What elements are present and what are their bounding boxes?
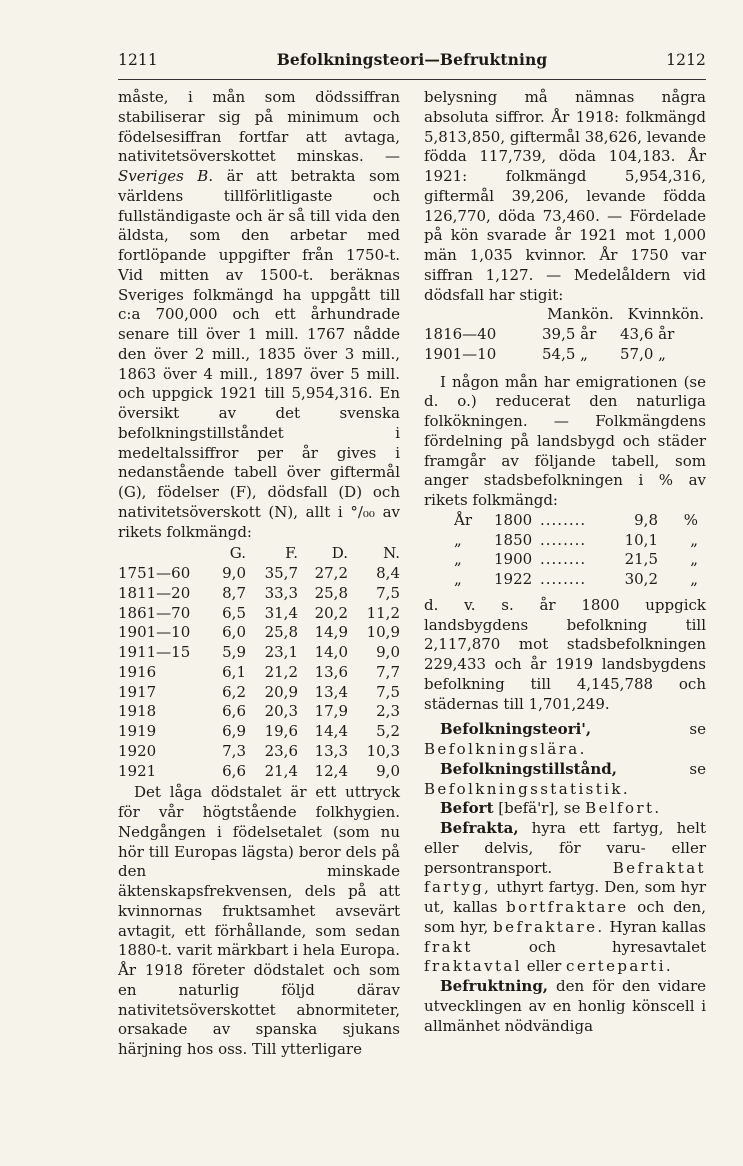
table-cell-value: 6,0 (222, 623, 246, 642)
table-cell-value: 35,7 (264, 564, 298, 582)
table-cell-value: 6,2 (222, 682, 246, 701)
spaced-term: frakt (424, 937, 473, 956)
table-cell-value: 9,0 (376, 643, 400, 661)
table-cell-value: 9,0 (376, 761, 400, 780)
entry-befruktning: Befruktning, den för den vidare utvecklingen av en honlig könscell i allmänhet nödvändiga (424, 977, 706, 1035)
table-cell-value: 20,3 (264, 702, 298, 721)
headword: Befort (440, 799, 494, 818)
mean-age-table (424, 305, 706, 364)
table-cell-value: 6,6 (222, 702, 246, 721)
table-cell-value: 8,7 (222, 583, 246, 602)
cross-reference-link[interactable]: Belfort. (585, 799, 662, 818)
table-cell-value: 5,2 (376, 722, 400, 740)
col-header-d: D. (331, 544, 348, 563)
paragraph-dodstalet: Det låga dödstalet är ett uttryck för vår högtstående folkhygien. Nedgången i födelsetalet (som nu hör till Europas lägsta) beror dels på den minskade äktenskapsfrekvensen, dels på att kvinnornas fruktsamhet avsevärt avtagit, ett förhållande, som sedan 1880-t. varit märkbart i hela Europa. År 1918 företer dödstalet och som en naturlig följd därav nativitetsöverskottet abnormiteter, orsakade av spanska sjukans härjning hos oss. Till ytterligare (118, 783, 400, 1058)
table-cell-period: 1919 (118, 722, 157, 740)
entry-befolkningstillstand: Befolkningstillstånd, se Befolkningsstatistik. (424, 759, 706, 798)
table-cell-value: 11,2 (366, 603, 400, 622)
table-cell-period: 1920 (118, 741, 157, 760)
table-cell-value: 14,4 (314, 722, 348, 740)
table-cell-value: 19,6 (264, 722, 298, 740)
headword: Befrakta, (440, 819, 519, 837)
population-rates-table (118, 544, 400, 781)
table-cell-value: 7,5 (376, 682, 400, 701)
table-cell-value: 7,3 (222, 741, 246, 760)
table-cell-period: 1751—60 (118, 564, 191, 582)
table-cell-value: 14,0 (314, 643, 348, 661)
spaced-term: fraktavtal (424, 957, 522, 976)
table-cell-value: 8,4 (376, 564, 400, 582)
headword: Befolkningstillstånd, (440, 759, 617, 778)
spaced-term: bortfraktare (506, 898, 629, 916)
table-cell-value: 27,2 (314, 564, 348, 582)
spaced-term: befraktare. (493, 917, 605, 936)
table-cell-value: 6,6 (222, 761, 246, 780)
table-cell-value: 6,1 (222, 662, 246, 681)
table-cell-period: 1921 (118, 761, 157, 780)
table-cell-value: 13,6 (314, 662, 348, 681)
paragraph-absoluta-siffror: belysning må nämnas några absoluta siffror. År 1918: folkmängd 5,813,850, giftermål 38,626, levande födda 117,739, döda 104,183. År 1921: folkmängd 5,954,316, giftermål 39,206, levande födda 126,770, döda 73,460. — Fördelade på kön svarade år 1921 mot 1,000 män 1,035 kvinnor. År 1750 var siffran 1,127. — Medelåldern vid dödsfall har stigit: (424, 88, 706, 304)
page-number-left: 1211 (118, 51, 158, 69)
paragraph-sveriges-befolkning: måste, i mån som dödssiffran stabiliserar sig på minimum och födelsesiffran fortfar att avtaga, nativitetsöverskottet minskas. — Sveriges B. är att betrakta som världens tillförlitligaste och fullständigaste och är så till vida den äldsta, som den arbetar med fortlöpande uppgifter från 1750-t. Vid mitten av 1500-t. beräknas Sveriges folkmängd ha uppgått till c:a 700,000 och ett århundrade senare till över 1 mill. 1767 nådde den över 2 mill., 1835 över 3 mill., 1863 över 4 mill., 1897 över 5 mill. och uppgick 1921 till 5,954,316. En översikt av det svenska befolkningstillståndet i medeltalssiffror per år gives i nedanstående tabell över giftermål (G), födelser (F), dödsfall (D) och nativitetsöverskott (N), allt i °/₀₀ av rikets folkmängd: (118, 88, 400, 541)
entry-befrakta: Befrakta, hyra ett fartyg, helt eller delvis, för varu- eller persontransport. Befraktat fartyg, uthyrt fartyg. Den, som hyr ut, kallas bortfraktare och den, som hyr, befraktare. Hyran kallas frakt och hyresavtalet fraktavtal eller certeparti. (424, 819, 706, 976)
table-row (118, 663, 400, 683)
header-rule (118, 79, 706, 80)
table-row (118, 742, 400, 762)
table-cell-period: 1901—10 (118, 623, 191, 642)
table-row: År 1800 ........ 9,8 % (454, 510, 698, 529)
table-cell-value: 12,4 (314, 761, 348, 780)
table-cell-value: 21,2 (264, 662, 298, 681)
page-number-right: 1212 (666, 51, 706, 69)
table-cell-value: 14,9 (314, 623, 348, 642)
table-header-row (118, 544, 400, 564)
table-cell-value: 20,2 (314, 603, 348, 622)
table-cell-value: 20,9 (264, 682, 298, 701)
table-cell-value: 6,5 (222, 603, 246, 622)
sveriges-b-term: Sveriges B. (118, 167, 214, 185)
table-row (118, 683, 400, 703)
spaced-term: Befraktat fartyg, (424, 858, 706, 897)
table-cell-value: 13,3 (314, 741, 348, 760)
headword: Befruktning, (440, 977, 549, 995)
col-header-g: G. (229, 544, 246, 563)
cross-reference-link[interactable]: Befolkningsstatistik. (424, 779, 631, 798)
table-row (118, 564, 400, 584)
table-cell-value: 17,9 (314, 702, 348, 721)
table-cell-period: 1861—70 (118, 603, 191, 622)
left-column (118, 88, 400, 1060)
mean-age-header: Mankön. Kvinnkön. (547, 305, 704, 324)
table-row (118, 623, 400, 643)
table-cell-period: 1918 (118, 702, 157, 721)
cross-reference-link[interactable]: Befolkningslära. (424, 740, 587, 758)
table-cell-value: 23,6 (264, 741, 298, 760)
headword: Befolkningsteori', (440, 720, 592, 739)
table-cell-value: 5,9 (222, 643, 246, 661)
table-row (118, 702, 400, 722)
table-cell-value: 23,1 (264, 643, 298, 661)
spaced-term: certeparti. (566, 957, 674, 976)
table-cell-value: 33,3 (264, 583, 298, 602)
table-cell-value: 25,8 (264, 623, 298, 642)
paragraph-landsbygd: d. v. s. år 1800 uppgick landsbygdens befolkning till 2,117,870 mot stadsbefolkningen 229,433 och år 1919 landsbygdens befolkning till 4,145,788 och städernas till 1,701,249. (424, 595, 706, 713)
table-row (118, 584, 400, 604)
table-row (118, 722, 400, 742)
table-row: 1816—40 39,5 år 43,6 år (424, 325, 675, 343)
table-cell-value: 6,9 (222, 722, 246, 740)
table-row: „ 1850 ........ 10,1 „ (454, 530, 698, 549)
table-cell-value: 21,4 (264, 761, 298, 780)
entry-befolkningsteori: Befolkningsteori', se Befolkningslära. (424, 720, 706, 758)
table-cell-value: 25,8 (314, 583, 348, 602)
table-row: „ 1922 ........ 30,2 „ (454, 570, 698, 588)
table-cell-period: 1811—20 (118, 583, 191, 602)
table-row (118, 643, 400, 663)
table-cell-period: 1916 (118, 662, 157, 681)
table-row: „ 1900 ........ 21,5 „ (454, 550, 698, 569)
running-title: Befolkningsteori—Befruktning (276, 50, 548, 69)
table-cell-period: 1911—15 (118, 643, 191, 661)
table-row (118, 604, 400, 624)
entry-befort: Befort [befä'r], se Belfort. (440, 799, 662, 818)
table-cell-value: 13,4 (314, 682, 348, 701)
table-cell-value: 10,9 (366, 623, 400, 642)
table-row: 1901—10 54,5 „ 57,0 „ (424, 344, 666, 363)
table-cell-value: 7,7 (376, 662, 400, 681)
col-header-n: N. (383, 544, 400, 563)
col-header-f: F. (285, 544, 298, 563)
table-cell-value: 9,0 (222, 564, 246, 582)
paragraph-emigration: I någon mån har emigrationen (se d. o.) reducerat den naturliga folkökningen. — Folkmängdens fördelning på landsbygd och städer framgår av följande tabell, som anger stadsbefolkningen i % av rikets folkmängd: (424, 372, 706, 509)
right-column (424, 88, 706, 1036)
table-cell-value: 10,3 (366, 741, 400, 760)
table-cell-value: 31,4 (264, 603, 298, 622)
table-cell-value: 2,3 (376, 702, 400, 721)
table-cell-period: 1917 (118, 682, 157, 701)
city-population-table (424, 511, 706, 590)
page-header (118, 50, 706, 69)
table-row (118, 762, 400, 782)
table-cell-value: 7,5 (376, 583, 400, 602)
